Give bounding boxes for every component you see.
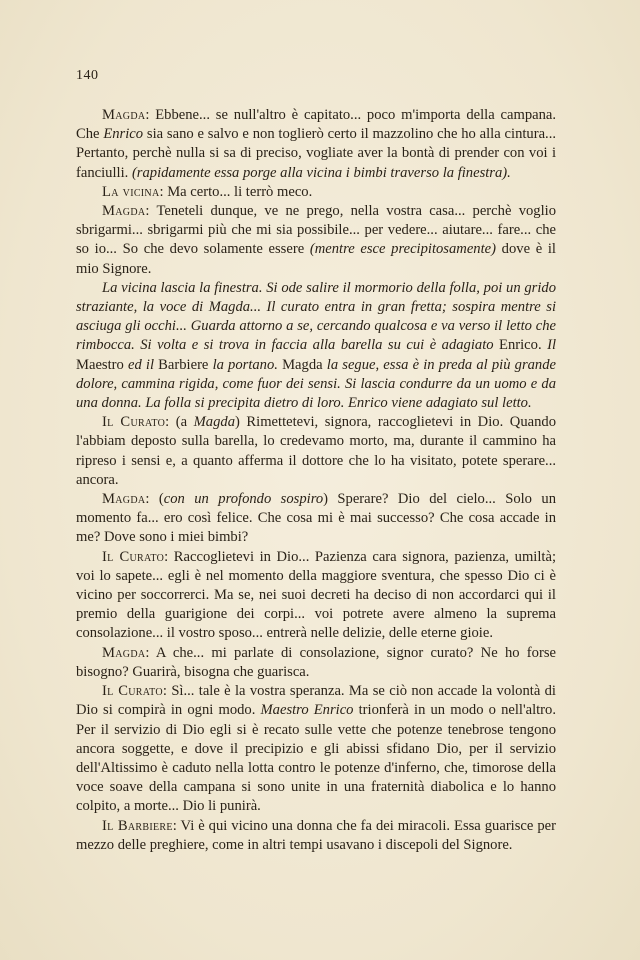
speaker-name: Il Curato bbox=[102, 548, 165, 565]
dialogue-line: Magda: A che... mi parlate di consolazione, signor curato? Ne ho forse bisogno? Guarirà, bisogna che guarisca. bbox=[76, 644, 556, 680]
speaker-name: Magda bbox=[102, 107, 146, 123]
text-run: Vi è qui vicino una donna che fa dei miracoli. Essa guarisce per mezzo delle preghiere, come in altri tempi usavano i discepoli del Signore. bbox=[76, 817, 556, 853]
play-text bbox=[76, 106, 556, 855]
text-run: dove è il mio Signore. bbox=[76, 241, 556, 277]
text-run: Barbiere bbox=[158, 356, 213, 373]
dialogue-line: Il Barbiere: Vi è qui vicino una donna che fa dei miracoli. Essa guarisce per mezzo delle preghiere, come in altri tempi usavano i discepoli del Signore. bbox=[76, 817, 556, 853]
text-run: Maestro bbox=[76, 356, 128, 373]
italic-text: Enrico bbox=[103, 126, 144, 143]
italic-text: Il bbox=[547, 337, 557, 354]
text-run: Sì... tale è la vostra speranza. Ma se ciò non accade la volontà di Dio si compirà in ogni modo. bbox=[76, 683, 556, 719]
text-run: ) Sperare? Dio del cielo... Solo un momento fa... ero così felice. Che cosa mi è mai successo? Che cosa accade in me? Dove sono i miei bimbi? bbox=[76, 491, 556, 546]
text-run: (a bbox=[175, 414, 194, 431]
text-run: Raccoglietevi in Dio... Pazienza cara signora, pazienza, umiltà; voi lo sapete... egli è nel momento della maggiore sventura, che spesso Dio ci è vicino per soccorrerci. Ma se, nei suoi decreti ha deciso di non accordarci qui il premio della guarigione dei corpi... voi potrete avere almeno la suprema consolazione... il vostro sposo... entrerà nelle delizie, delle eterne gioie. bbox=[76, 548, 557, 642]
italic-text: la segue, essa è in preda al più grande dolore, cammina rigida, come fuor dei sensi. Si lascia condurre da un uomo e da una donna. La folla si precipita dietro di loro. Enrico viene adagiato sul letto. bbox=[76, 356, 556, 412]
text-run: Magda bbox=[282, 356, 327, 373]
text-run: Ma certo... li terrò meco. bbox=[167, 183, 313, 200]
speaker-name: Magda bbox=[102, 644, 146, 661]
dialogue-line: Il Curato: (a Magda) Rimettetevi, signora, raccoglietevi in Dio. Quando l'abbiam deposto sulla barella, lo credevamo morto, ma, durante il cammino ha ripreso i sensi e, a quanto afferma il dottore che lo ha visitato, potete sperare... ancora. bbox=[76, 414, 556, 488]
speaker-name: Magda bbox=[102, 491, 146, 508]
text-run: ( bbox=[158, 491, 164, 508]
text-run: Ebbene... se null'altro è capitato... poco m'importa della campana. Che bbox=[76, 107, 557, 143]
italic-text: (rapidamente essa porge alla vicina i bimbi traverso la finestra). bbox=[131, 164, 511, 181]
speaker-name: Il Barbiere bbox=[102, 817, 173, 834]
text-run: ) Rimettetevi, signora, raccoglietevi in Dio. Quando l'abbiam deposto sulla barella, lo credevamo morto, ma, durante il cammino ha ripreso i sensi e, a quanto afferma il dottore che lo ha visitato, potete sperare... ancora. bbox=[76, 414, 556, 488]
speaker-name: Il Curato bbox=[102, 683, 163, 700]
text-run: Enrico. bbox=[499, 337, 548, 354]
italic-text: La vicina lascia la finestra. Si ode salire il mormorio della folla, poi un grido straziante, la voce di Magda... Il curato entra in gran fretta; sospira mentre si asciuga gli occhi... Guarda attorno a se, cercando qualcosa e va verso il letto che rimbocca. Si volta e si trova in faccia alla barella su cui è adagiato bbox=[76, 279, 556, 354]
italic-text: la portano. bbox=[212, 356, 283, 373]
text-run: Teneteli dunque, ve ne prego, nella vostra casa... perchè voglio sbrigarmi... sbrigarmi più che mi sia possibile... per vedere... aiutare... fare... che so io... So che devo solamente essere bbox=[76, 203, 556, 258]
italic-text: con un profondo sospiro bbox=[163, 491, 324, 508]
stage-direction bbox=[76, 279, 556, 413]
speaker-name: Magda bbox=[102, 203, 146, 220]
dialogue-line: Il Curato: Sì... tale è la vostra speranza. Ma se ciò non accade la volontà di Dio si compirà in ogni modo. Maestro Enrico trionferà in un modo o nell'altro. Per il servizio di Dio egli si è recato sulle vette che potenze tenebrose tengono ancora soggette, e dove il precipizio e gli abissi sfidano Dio, per il servizio dell'Altissimo è caduto nella lotta contro le potenze d'inferno, che, timorose della voce soave della campana si sono unite in una fraternità diabolica e lo hanno colpito, a morte... Dio li punirà. bbox=[76, 683, 556, 815]
text-run: A che... mi parlate di consolazione, signor curato? Ne ho forse bisogno? Guarirà, bisogna che guarisca. bbox=[76, 644, 556, 680]
dialogue-line: Magda: Ebbene... se null'altro è capitato... poco m'importa della campana. Che Enrico sia sano e salvo e non toglierò certo il mazzolino che ho alla cintura... Pertanto, perchè nulla si sa di preciso, vogliate aver la bontà di prender con voi i fanciulli. (rapidamente essa porge alla vicina i bimbi traverso la finestra). bbox=[76, 107, 557, 181]
dialogue-line: Magda: Teneteli dunque, ve ne prego, nella vostra casa... perchè voglio sbrigarmi... sbrigarmi più che mi sia possibile... per vedere... aiutare... fare... che so io... So che devo solamente essere (mentre esce precipitosamente) dove è il mio Signore. bbox=[76, 203, 556, 277]
italic-text: (mentre esce precipitosamente) bbox=[309, 241, 496, 258]
dialogue-line: Magda: (con un profondo sospiro) Sperare? Dio del cielo... Solo un momento fa... ero così felice. Che cosa mi è mai successo? Che cosa accade in me? Dove sono i miei bimbi? bbox=[76, 491, 556, 546]
speaker-name: Il Curato bbox=[102, 414, 166, 431]
speaker-name: La vicina bbox=[102, 183, 160, 200]
dialogue-line: Il Curato: Raccoglietevi in Dio... Pazienza cara signora, pazienza, umiltà; voi lo sapete... egli è nel momento della maggiore sventura, che spesso Dio ci è vicino per soccorrerci. Ma se, nei suoi decreti ha deciso di non accordarci qui il premio della guarigione dei corpi... voi potrete avere almeno la suprema consolazione... il vostro sposo... entrerà nelle delizie, delle eterne gioie. bbox=[76, 548, 557, 642]
page-number: 140 bbox=[76, 68, 99, 83]
text-run: sia sano e salvo e non toglierò certo il mazzolino che ho alla cintura... Pertanto, perchè nulla si sa di preciso, vogliate aver la bontà di prender con voi i fanciulli. bbox=[76, 126, 556, 181]
dialogue-line: La vicina: Ma certo... li terrò meco. bbox=[102, 183, 313, 200]
italic-text: Magda bbox=[193, 414, 235, 431]
italic-text: ed il bbox=[127, 356, 159, 373]
italic-text: Maestro Enrico bbox=[260, 702, 354, 719]
text-run: trionferà in un modo o nell'altro. Per il servizio di Dio egli si è recato sulle vette che potenze tenebrose tengono ancora soggette, e dove il precipizio e gli abissi sfidano Dio, per il servizio dell'Altissimo è caduto nella lotta contro le potenze d'inferno, che, timorose della voce soave della campana si sono unite in una fraternità diabolica e lo hanno colpito, a morte... Dio li punirà. bbox=[76, 702, 556, 815]
